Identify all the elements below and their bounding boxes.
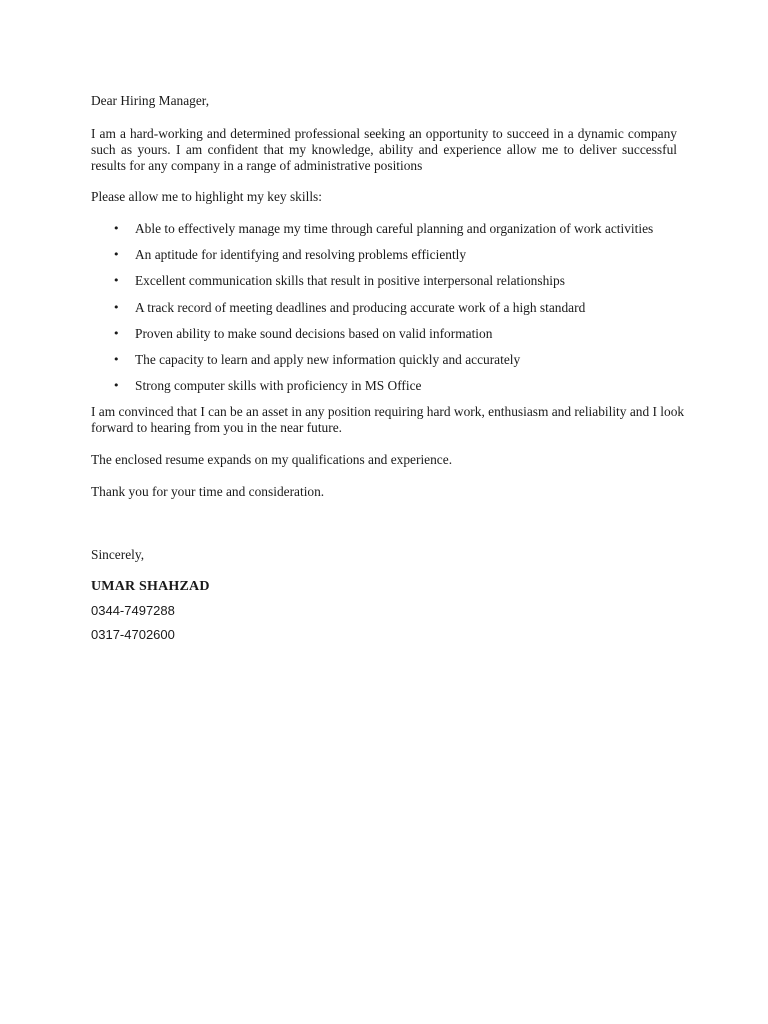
bullet-icon: • [113, 248, 120, 262]
skill-text: The capacity to learn and apply new information quickly and accurately [135, 351, 521, 367]
list-item [91, 247, 691, 273]
skill-text: Excellent communication skills that result in positive interpersonal relationships [135, 273, 565, 289]
list-item [91, 221, 691, 247]
skill-text: Strong computer skills with proficiency in MS Office [135, 378, 422, 394]
intro-paragraph: I am a hard-working and determined professional seeking an opportunity to succeed in a dynamic company such as yours. I am confident that my knowledge, ability and experience allow me to deliver successful results for any company in a range of administrative positions [91, 126, 677, 173]
list-item [91, 300, 691, 326]
list-item [91, 326, 691, 352]
skills-list [91, 221, 691, 404]
closing: Sincerely, [91, 547, 145, 562]
list-item [91, 352, 691, 378]
skills-intro: Please allow me to highlight my key skills: [91, 189, 322, 204]
enclosed-paragraph: The enclosed resume expands on my qualifications and experience. [91, 452, 453, 467]
bullet-icon: • [113, 326, 120, 340]
list-item [91, 378, 691, 404]
conviction-paragraph: I am convinced that I can be an asset in any position requiring hard work, enthusiasm and reliability and I look forward to hearing from you in the near future. [91, 404, 685, 435]
signer-name: UMAR SHAHZAD [91, 579, 210, 594]
skill-text: Able to effectively manage my time through careful planning and organization of work activities [135, 221, 654, 236]
thanks-paragraph: Thank you for your time and consideration. [91, 484, 325, 499]
skill-text: An aptitude for identifying and resolving problems efficiently [135, 247, 467, 263]
phone-number: 0317-4702600 [91, 627, 175, 642]
phone-number: 0344-7497288 [91, 603, 175, 618]
bullet-icon: • [113, 300, 120, 314]
skill-text: A track record of meeting deadlines and producing accurate work of a high standard [135, 299, 586, 315]
salutation: Dear Hiring Manager, [91, 93, 210, 108]
bullet-icon: • [113, 352, 120, 366]
list-item [91, 273, 691, 299]
skill-text: Proven ability to make sound decisions based on valid information [135, 325, 493, 341]
bullet-icon: • [113, 222, 120, 235]
bullet-icon: • [113, 274, 120, 288]
bullet-icon: • [113, 379, 120, 393]
